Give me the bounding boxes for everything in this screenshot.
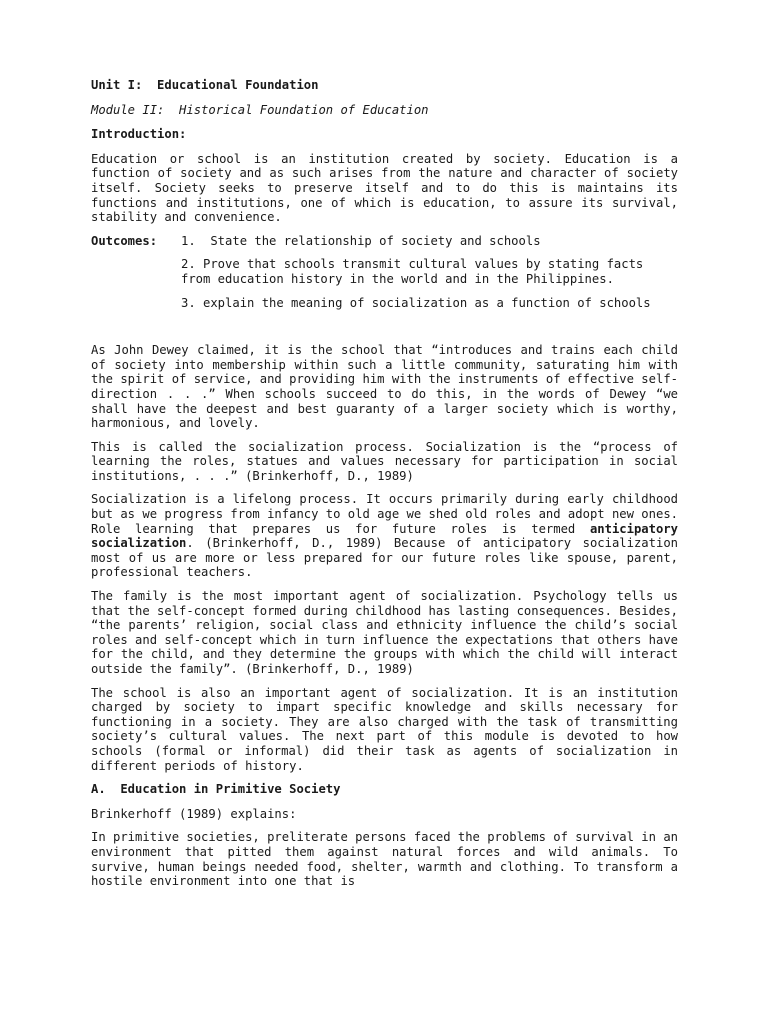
module-title: Module II: Historical Foundation of Education [91,102,429,117]
lifelong-process-paragraph [91,492,678,580]
primitive-society-paragraph: In primitive societies, preliterate persons faced the problems of survival in an environment that pitted them against natural forces and wild animals. To survive, human beings needed food, shelter, warmth and clothing. To transform a hostile environment into one that is [91,830,678,889]
introduction-paragraph: Education or school is an institution created by society. Education is a function of society and as such arises from the nature and character of society itself. Society seeks to preserve itself and to do this is maintains its functions and institutions, one of which is education, to assure its survival, stability and convenience. [91,151,678,225]
dewey-paragraph: As John Dewey claimed, it is the school that “introduces and trains each child of society into membership within such a little community, saturating him with the spirit of service, and providing him with the instruments of effective self-direction . . .” When schools succeed to do this, in the words of Dewey “we shall have the deepest and best guaranty of a larger society which is worthy, harmonious, and lovely. [91,343,678,431]
section-spacer [91,319,678,343]
socialization-process-paragraph: This is called the socialization process. Socialization is the “process of learning the roles, statues and values necessary for participation in social institutions, . . .” (Brinkerhoff, D., 1989) [91,439,678,483]
outcomes-label: Outcomes: [91,233,158,248]
brinkerhoff-explains-line: Brinkerhoff (1989) explains: [91,806,297,821]
family-paragraph: The family is the most important agent of socialization. Psychology tells us that the self-concept formed during childhood has lasting consequences. Besides, “the parents’ religion, social class and ethnicity influence the child’s social roles and self-concept which in turn influence the expectations that others have for the child, and they determine the groups with which the child will interact outside the family”. (Brinkerhoff, D., 1989) [91,589,678,676]
section-a-heading: A. Education in Primitive Society [91,782,341,797]
school-paragraph: The school is also an important agent of socialization. It is an institution charged by society to impart specific knowledge and skills necessary for functioning in a society. They are also charged with the task of transmitting society’s cultural values. The next part of this module is devoted to how schools (formal or informal) did their task as agents of socialization in different periods of history. [91,685,678,773]
unit-title: Unit I: Educational Foundation [91,78,319,92]
outcomes-section [91,234,678,310]
outcome-item: 3. explain the meaning of socialization as a function of schools [181,295,651,310]
lifelong-text-end: . (Brinkerhoff, D., 1989) Because of anticipatory socialization most of us are more or less prepared for our future roles like spouse, parent, professional teachers. [91,536,678,580]
outcome-item: 2. Prove that schools transmit cultural values by stating facts from education history in the world and in the Philippines. [181,257,644,286]
introduction-heading: Introduction: [91,127,187,142]
anticipatory-socialization-term: anticipatory socialization [91,521,678,551]
document-page [91,78,678,898]
lifelong-text-start: Socialization is a lifelong process. It occurs primarily during early childhood but as we progress from infancy to old age we shed old roles and adopt new ones. Role learning that prepares us for future roles is termed [91,492,678,536]
outcome-item: 1. State the relationship of society and schools [181,233,541,248]
